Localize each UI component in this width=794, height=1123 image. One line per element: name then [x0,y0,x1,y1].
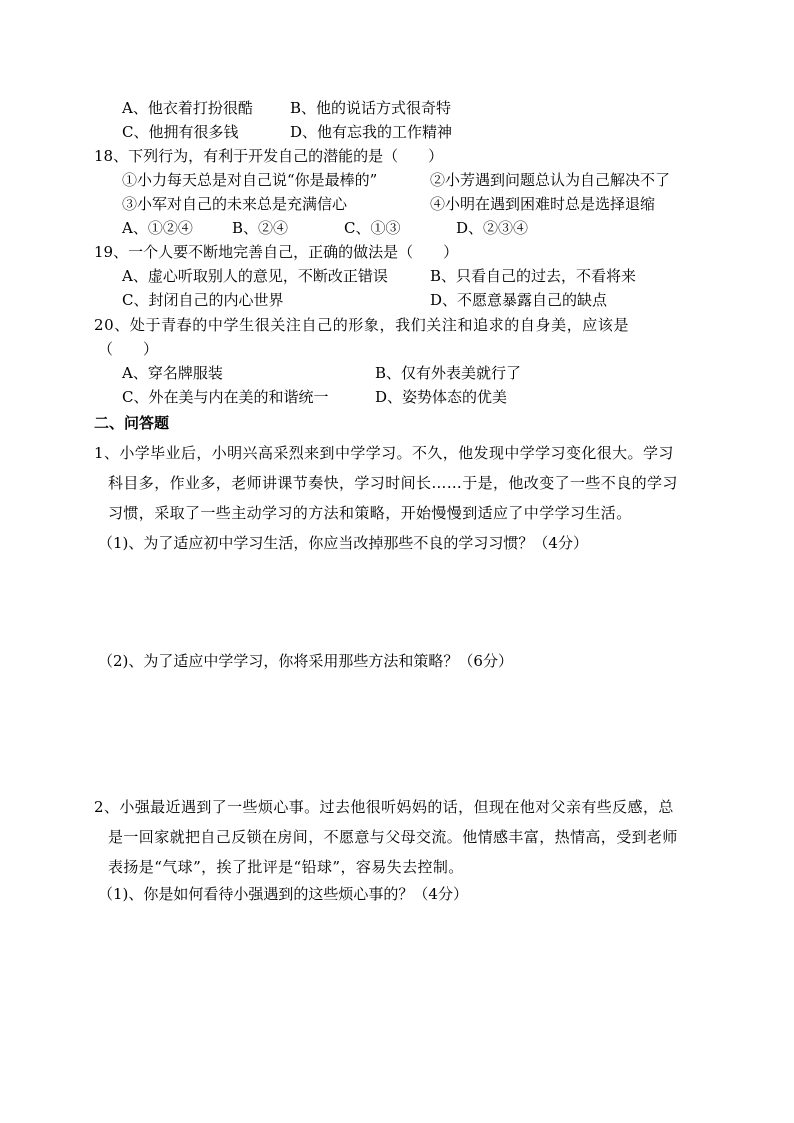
q20-option-a: A、穿名牌服装 [122,364,223,382]
q20-stem-continued: （ ） [98,340,159,358]
section-heading: 二、问答题 [94,414,170,432]
qa1-subquestion-1: （1)、为了适应初中学习生活，你应当改掉那些不良的学习习惯？（4分） [98,534,588,552]
qa1-text-line-2: 科目多，作业多，老师讲课节奏快，学习时间长……于是，他改变了一些不良的学习 [108,474,678,492]
q19-option-d: D、不愿意暴露自己的缺点 [430,291,608,309]
qa1-text-line-1: 1、小学毕业后，小明兴高采烈来到中学学习。不久，他发现中学学习变化很大。学习 [94,444,674,462]
q19-option-b: B、只看自己的过去，不看将来 [430,267,637,285]
q17-option-d: D、他有忘我的工作精神 [290,123,453,141]
qa2-text-line-2: 是一回家就把自己反锁在房间，不愿意与父母交流。他情感丰富，热情高，受到老师 [108,828,678,846]
q17-option-c: C、他拥有很多钱 [122,123,239,141]
q18-statement-4: ④小明在遇到困难时总是选择退缩 [430,195,656,213]
qa2-text-line-1: 2、小强最近遇到了一些烦心事。过去他很听妈妈的话，但现在他对父亲有些反感，总 [94,798,674,816]
q18-statement-3: ③小军对自己的未来总是充满信心 [122,195,348,213]
q19-option-c: C、封闭自己的内心世界 [122,291,284,309]
q18-statement-2: ②小芳遇到问题总认为自己解决不了 [430,171,671,189]
qa2-text-line-3: 表扬是“气球”，挨了批评是“铅球”，容易失去控制。 [108,858,464,876]
q17-option-a: A、他衣着打扮很酷 [122,99,253,117]
q18-option-a: A、①②④ [122,219,193,237]
qa2-subquestion-1: （1)、你是如何看待小强遇到的这些烦心事的？（4分） [98,885,468,903]
q18-option-c: C、①③ [344,219,401,237]
q20-stem: 20、处于青春的中学生很关注自己的形象，我们关注和追求的自身美，应该是 [94,316,630,334]
q20-option-b: B、仅有外表美就行了 [375,364,522,382]
q18-option-d: D、②③④ [456,219,529,237]
q20-option-c: C、外在美与内在美的和谐统一 [122,388,329,406]
q18-option-b: B、②④ [232,219,289,237]
q18-stem: 18、下列行为，有利于开发自己的潜能的是（ ） [94,147,444,165]
q19-stem: 19、一个人要不断地完善自己，正确的做法是（ ） [94,243,459,261]
q20-option-d: D、姿势体态的优美 [375,388,508,406]
qa1-text-line-3: 习惯，采取了一些主动学习的方法和策略，开始慢慢到适应了中学学习生活。 [108,504,632,522]
q18-statement-1: ①小力每天总是对自己说“你是最棒的” [122,171,378,189]
q17-option-b: B、他的说话方式很奇特 [290,99,452,117]
q19-option-a: A、虚心听取别人的意见，不断改正错误 [122,267,388,285]
qa1-subquestion-2: （2)、为了适应中学学习，你将采用那些方法和策略？（6分） [98,652,513,670]
